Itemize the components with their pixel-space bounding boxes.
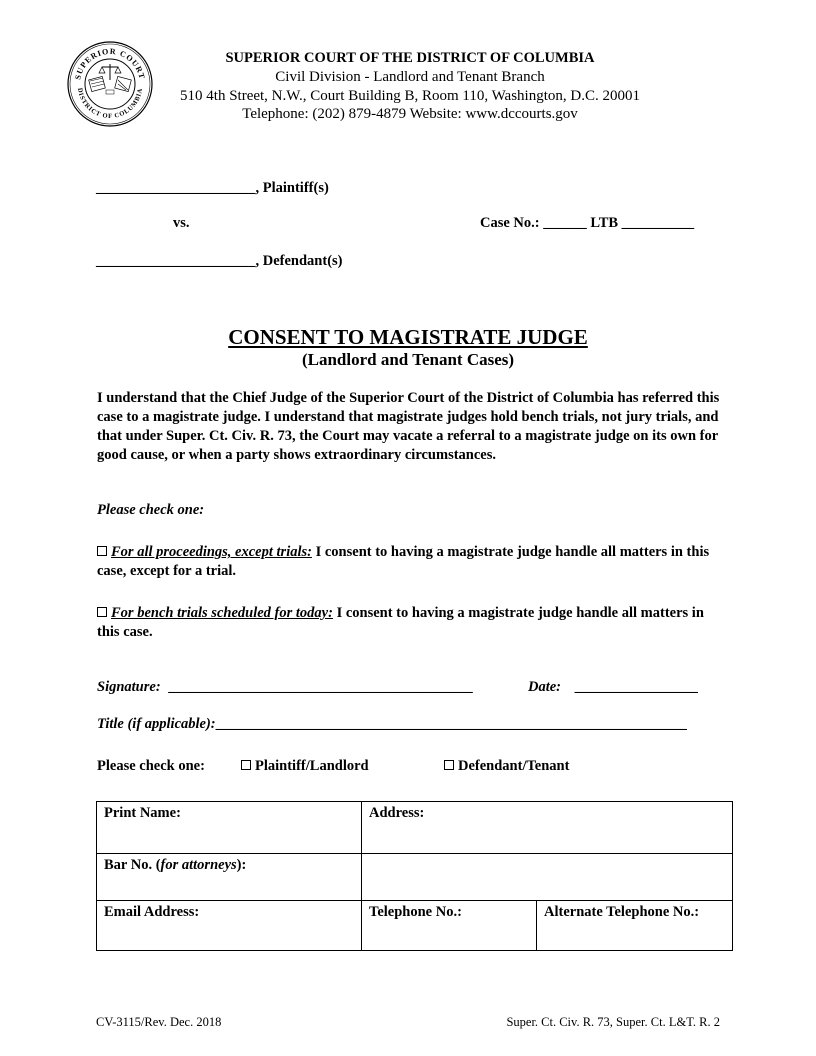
form-title: CONSENT TO MAGISTRATE JUDGE bbox=[228, 325, 588, 349]
date-label: Date: bbox=[528, 679, 562, 695]
date-row bbox=[528, 679, 698, 696]
print-name-cell[interactable] bbox=[97, 802, 362, 854]
svg-text:DISTRICT OF COLUMBIA: DISTRICT OF COLUMBIA bbox=[75, 87, 145, 121]
bar-no-end: ): bbox=[236, 857, 247, 873]
svg-text:SUPERIOR COURT: SUPERIOR COURT bbox=[73, 46, 147, 81]
title-row bbox=[97, 716, 687, 733]
date-field[interactable]: _________________ bbox=[574, 679, 698, 695]
option2-text: I consent to having a magistrate judge handle all matters in this case. bbox=[97, 605, 704, 640]
print-name-label: Print Name: bbox=[104, 805, 181, 821]
form-id: CV-3115/Rev. Dec. 2018 bbox=[96, 1015, 222, 1029]
party-plaintiff-option bbox=[241, 758, 369, 775]
court-seal-logo bbox=[66, 40, 154, 128]
versus-label: vs. bbox=[173, 215, 190, 231]
court-contact: Telephone: (202) 879-4879 Website: www.dccourts.gov bbox=[242, 106, 578, 122]
alt-telephone-cell[interactable] bbox=[537, 901, 733, 951]
address-label: Address: bbox=[369, 805, 425, 821]
email-cell[interactable] bbox=[97, 901, 362, 951]
signature-label: Signature: bbox=[97, 679, 161, 695]
party-prompt: Please check one: bbox=[97, 758, 205, 774]
case-number-field[interactable]: Case No.: ______ LTB __________ bbox=[480, 215, 695, 231]
checkbox-plaintiff[interactable] bbox=[241, 760, 251, 770]
form-subtitle: (Landlord and Tenant Cases) bbox=[301, 350, 515, 369]
option2-label: For bench trials scheduled for today: bbox=[111, 605, 333, 621]
alt-telephone-label: Alternate Telephone No.: bbox=[544, 904, 700, 920]
address-continued-cell[interactable] bbox=[362, 854, 733, 901]
rule-reference: Super. Ct. Civ. R. 73, Super. Ct. L&T. R. 2 bbox=[506, 1015, 720, 1029]
option1-label: For all proceedings, except trials: bbox=[111, 544, 312, 560]
defendant-line[interactable]: ______________________, Defendant(s) bbox=[96, 253, 343, 269]
title-label: Title (if applicable): bbox=[97, 716, 216, 732]
plaintiff-line[interactable]: ______________________, Plaintiff(s) bbox=[96, 180, 329, 196]
signature-row bbox=[97, 679, 473, 696]
defendant-label: Defendant/Tenant bbox=[458, 758, 570, 774]
option1-text: I consent to having a magistrate judge handle all matters in this case, except for a trial. bbox=[97, 544, 710, 579]
court-name: SUPERIOR COURT OF THE DISTRICT OF COLUMBIA bbox=[225, 50, 595, 66]
signature-field[interactable]: __________________________________________ bbox=[168, 679, 473, 695]
intro-paragraph: I understand that the Chief Judge of the Superior Court of the District of Columbia has referred this case to a magistrate judge. I understand that magistrate judges hold bench trials, not jury trials, and that under Super. Ct. Civ. R. 73, the Court may vacate a referral to a magistrate judge on its own for good cause, or when a party shows extraordinary circumstances. bbox=[97, 390, 720, 463]
checkbox-defendant[interactable] bbox=[444, 760, 454, 770]
checkbox-all-proceedings[interactable] bbox=[97, 546, 107, 556]
bar-no-label: Bar No. ( bbox=[104, 857, 161, 873]
check-prompt: Please check one: bbox=[97, 502, 205, 518]
email-label: Email Address: bbox=[104, 904, 200, 920]
checkbox-bench-trials[interactable] bbox=[97, 607, 107, 617]
telephone-label: Telephone No.: bbox=[369, 904, 462, 920]
contact-info-table bbox=[96, 801, 733, 951]
title-field[interactable]: _________________________________________________________________ bbox=[215, 716, 687, 732]
option-all-proceedings bbox=[97, 543, 727, 581]
division-name: Civil Division - Landlord and Tenant Branch bbox=[275, 69, 545, 85]
option-bench-trials bbox=[97, 604, 727, 642]
bar-no-cell[interactable] bbox=[97, 854, 362, 901]
bar-no-italic: for attorneys bbox=[160, 857, 237, 873]
party-defendant-option bbox=[444, 758, 569, 775]
court-address: 510 4th Street, N.W., Court Building B, Room 110, Washington, D.C. 20001 bbox=[180, 88, 640, 104]
plaintiff-label: Plaintiff/Landlord bbox=[255, 758, 369, 774]
address-cell[interactable] bbox=[362, 802, 733, 854]
telephone-cell[interactable] bbox=[362, 901, 537, 951]
